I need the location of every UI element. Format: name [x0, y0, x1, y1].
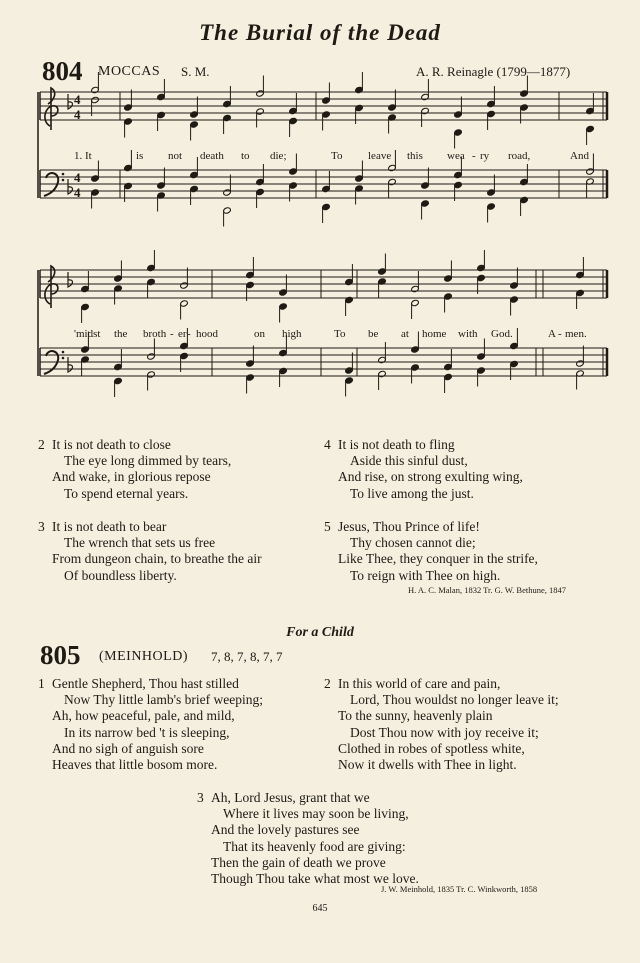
underlay-1-word: And: [570, 150, 589, 162]
underlay-1-word: road,: [508, 150, 531, 162]
underlay-1-word: leave: [368, 150, 392, 162]
underlay-1-word: this: [407, 150, 423, 162]
underlay-1-word: -: [472, 150, 476, 162]
underlay-2-word: 'midst: [74, 328, 101, 340]
hymn-804-stanza-2: 2 It is not death to close The eye long dimmed by tears, And wake, in glorious repose To spend eternal years.: [38, 437, 232, 501]
hymn-804-credit: H. A. C. Malan, 1832 Tr. G. W. Bethune, 1847: [408, 585, 566, 595]
underlay-2-word: God.: [491, 328, 513, 340]
underlay-2-word: -: [187, 328, 191, 340]
underlay-2-word: with: [458, 328, 478, 340]
underlay-1-word: ry: [480, 150, 490, 162]
flat-icon: [68, 179, 73, 194]
hymn-804-composer: A. R. Reinagle (1799—1877): [416, 64, 571, 79]
flat-icon: [68, 94, 73, 109]
hymn-804-stanza-5: 5 Jesus, Thou Prince of life! Thy chosen cannot die; Like Thee, they conquer in the strife, To reign with Thee on high.: [324, 519, 538, 583]
bass-clef-dot: [62, 357, 65, 360]
treble-clef-icon: [45, 88, 58, 130]
page-title: The Burial of the Dead: [199, 20, 441, 45]
underlay-2-word: on: [254, 328, 265, 340]
hymn-805-credit: J. W. Meinhold, 1835 Tr. C. Winkworth, 1858: [381, 884, 538, 894]
underlay-2-word: A: [548, 328, 556, 340]
hymn-805-stanza-1: 1 Gentle Shepherd, Thou hast stilled Now Thy little lamb's brief weeping; Ah, how peaceful, pale, and mild, In its narrow bed 't is sleeping, And no sigh of anguish sore Heaves that little bosom more.: [38, 676, 264, 773]
underlay-1-word: 1. It: [74, 150, 92, 162]
underlay-1-word: die;: [270, 150, 287, 162]
flat-icon: [68, 357, 73, 372]
underlay-2-word: -: [558, 328, 562, 340]
time-signature-top: 4: [74, 170, 81, 185]
bass-clef-dot: [62, 173, 65, 176]
hymn-805-meter: 7, 8, 7, 8, 7, 7: [211, 649, 283, 664]
underlay-1-word: wea: [447, 150, 465, 162]
hymn-804-meter: S. M.: [181, 64, 210, 79]
flat-icon: [68, 272, 73, 287]
bass-clef-dot: [62, 351, 65, 354]
hymn-805-stanza-2: 2 In this world of care and pain, Lord, Thou wouldst no longer leave it; To the sunny, heavenly plain Dost Thou now with joy receive it; Clothed in robes of spotless white, Now it dwells with Thee in light.: [324, 676, 559, 773]
underlay-2-word: high: [282, 328, 302, 340]
underlay-1-word: to: [241, 150, 250, 162]
hymn-804-stanza-3: 3 It is not death to bear The wrench that sets us free From dungeon chain, to breathe the air Of boundless liberty.: [38, 519, 262, 583]
time-signature-bottom: 4: [74, 107, 81, 122]
hymn-805-tune: (MEINHOLD): [99, 649, 188, 664]
page-number: 645: [312, 903, 328, 914]
underlay-1-word: To: [331, 150, 343, 162]
time-signature-top: 4: [74, 92, 81, 107]
underlay-2-word: -: [170, 328, 174, 340]
hymn-805-number: 805: [40, 640, 81, 670]
underlay-1-word: is: [136, 150, 144, 162]
treble-clef-icon: [45, 266, 58, 308]
hymn-804-tune: MOCCAS: [98, 64, 161, 79]
underlay-2-word: be: [368, 328, 379, 340]
hymn-805-stanza-3: 3 Ah, Lord Jesus, grant that we Where it lives may soon be living, And the lovely pastures see That its heavenly food are giving: Then the gain of death we prove Though Thou take what most we love.: [197, 790, 419, 887]
section-title: For a Child: [286, 625, 354, 640]
bass-clef-dot: [62, 179, 65, 182]
underlay-2-word: men.: [565, 328, 587, 340]
underlay-1-word: not: [168, 150, 183, 162]
underlay-2-word: To: [334, 328, 346, 340]
underlay-2-word: home: [422, 328, 447, 340]
underlay-2-word: er: [178, 328, 187, 340]
underlay-2-word: the: [114, 328, 128, 340]
hymn-804-stanza-4: 4 It is not death to fling Aside this sinful dust, And rise, on strong exulting wing, To live among the just.: [324, 437, 523, 501]
music-score: [0, 0, 640, 420]
underlay-1-word: death: [200, 150, 224, 162]
underlay-2-word: broth: [143, 328, 167, 340]
underlay-2-word: at: [401, 328, 409, 340]
underlay-2-word: hood: [196, 328, 218, 340]
hymn-804-number: 804: [42, 56, 83, 86]
time-signature-bottom: 4: [74, 185, 81, 200]
